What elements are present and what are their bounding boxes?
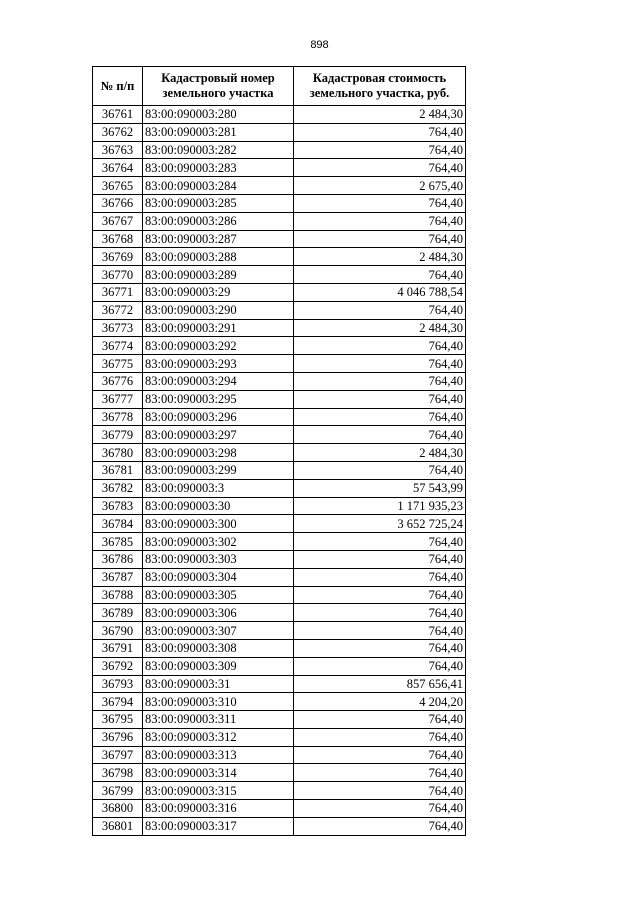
table-row (93, 266, 466, 284)
cadastral-value-cell: 2 484,30 (294, 319, 466, 337)
cadastral-value-cell: 2 484,30 (294, 248, 466, 266)
row-number-cell: 36784 (93, 515, 143, 533)
row-number-cell: 36781 (93, 461, 143, 479)
cadastral-number-cell: 83:00:090003:303 (143, 550, 294, 568)
cadastral-value-cell: 764,40 (294, 711, 466, 729)
row-number-cell: 36777 (93, 390, 143, 408)
row-number-cell: 36782 (93, 479, 143, 497)
row-number-cell: 36762 (93, 123, 143, 141)
table-row (93, 159, 466, 177)
table-row (93, 248, 466, 266)
table-row (93, 515, 466, 533)
cadastral-value-cell: 764,40 (294, 390, 466, 408)
cadastral-number-cell: 83:00:090003:280 (143, 106, 294, 124)
table-header-row (93, 67, 466, 106)
cadastral-number-cell: 83:00:090003:312 (143, 728, 294, 746)
row-number-cell: 36788 (93, 586, 143, 604)
table-row (93, 604, 466, 622)
cadastral-value-cell: 764,40 (294, 141, 466, 159)
cadastral-value-cell: 764,40 (294, 301, 466, 319)
header-cadastral-value: Кадастровая стоимость земельного участка, руб. (294, 67, 466, 106)
cadastral-number-cell: 83:00:090003:309 (143, 657, 294, 675)
cadastral-number-cell: 83:00:090003:290 (143, 301, 294, 319)
row-number-cell: 36790 (93, 622, 143, 640)
cadastral-value-cell: 764,40 (294, 657, 466, 675)
row-number-cell: 36771 (93, 283, 143, 301)
cadastral-value-cell: 764,40 (294, 212, 466, 230)
row-number-cell: 36767 (93, 212, 143, 230)
row-number-cell: 36793 (93, 675, 143, 693)
table-row (93, 817, 466, 835)
cadastral-number-cell: 83:00:090003:29 (143, 283, 294, 301)
cadastral-value-cell: 764,40 (294, 337, 466, 355)
table-row (93, 212, 466, 230)
table-row (93, 355, 466, 373)
cadastral-number-cell: 83:00:090003:300 (143, 515, 294, 533)
cadastral-value-cell: 2 675,40 (294, 177, 466, 195)
cadastral-value-cell: 3 652 725,24 (294, 515, 466, 533)
row-number-cell: 36779 (93, 426, 143, 444)
cadastral-value-cell: 764,40 (294, 568, 466, 586)
table-row (93, 711, 466, 729)
cadastral-value-cell: 764,40 (294, 604, 466, 622)
cadastral-number-cell: 83:00:090003:283 (143, 159, 294, 177)
cadastral-value-cell: 764,40 (294, 123, 466, 141)
table-row (93, 746, 466, 764)
cadastral-number-cell: 83:00:090003:315 (143, 782, 294, 800)
cadastral-value-cell: 2 484,30 (294, 444, 466, 462)
cadastral-value-cell: 764,40 (294, 355, 466, 373)
row-number-cell: 36785 (93, 533, 143, 551)
row-number-cell: 36774 (93, 337, 143, 355)
cadastral-number-cell: 83:00:090003:311 (143, 711, 294, 729)
row-number-cell: 36768 (93, 230, 143, 248)
cadastral-number-cell: 83:00:090003:286 (143, 212, 294, 230)
cadastral-number-cell: 83:00:090003:31 (143, 675, 294, 693)
table-row (93, 390, 466, 408)
table-row (93, 283, 466, 301)
row-number-cell: 36794 (93, 693, 143, 711)
cadastral-value-cell: 764,40 (294, 728, 466, 746)
cadastral-value-cell: 764,40 (294, 408, 466, 426)
row-number-cell: 36795 (93, 711, 143, 729)
row-number-cell: 36761 (93, 106, 143, 124)
cadastral-number-cell: 83:00:090003:297 (143, 426, 294, 444)
table-body (93, 106, 466, 836)
row-number-cell: 36776 (93, 372, 143, 390)
cadastral-number-cell: 83:00:090003:288 (143, 248, 294, 266)
row-number-cell: 36801 (93, 817, 143, 835)
cadastral-number-cell: 83:00:090003:285 (143, 194, 294, 212)
cadastral-value-cell: 764,40 (294, 533, 466, 551)
cadastral-number-cell: 83:00:090003:305 (143, 586, 294, 604)
cadastral-value-cell: 2 484,30 (294, 106, 466, 124)
table-row (93, 782, 466, 800)
cadastral-value-cell: 1 171 935,23 (294, 497, 466, 515)
cadastral-value-cell: 4 204,20 (294, 693, 466, 711)
cadastral-value-cell: 764,40 (294, 586, 466, 604)
cadastral-value-cell: 857 656,41 (294, 675, 466, 693)
header-row-number: № п/п (93, 67, 143, 106)
cadastral-value-cell: 764,40 (294, 639, 466, 657)
page-number: 898 (310, 39, 329, 51)
table-row (93, 337, 466, 355)
cadastral-value-cell: 764,40 (294, 194, 466, 212)
row-number-cell: 36764 (93, 159, 143, 177)
row-number-cell: 36769 (93, 248, 143, 266)
cadastral-value-cell: 764,40 (294, 817, 466, 835)
cadastral-value-cell: 764,40 (294, 426, 466, 444)
row-number-cell: 36786 (93, 550, 143, 568)
cadastral-number-cell: 83:00:090003:289 (143, 266, 294, 284)
row-number-cell: 36765 (93, 177, 143, 195)
cadastral-number-cell: 83:00:090003:317 (143, 817, 294, 835)
row-number-cell: 36798 (93, 764, 143, 782)
row-number-cell: 36799 (93, 782, 143, 800)
cadastral-number-cell: 83:00:090003:302 (143, 533, 294, 551)
table-row (93, 461, 466, 479)
table-row (93, 141, 466, 159)
row-number-cell: 36775 (93, 355, 143, 373)
table-row (93, 372, 466, 390)
cadastral-value-cell: 764,40 (294, 159, 466, 177)
table-row (93, 301, 466, 319)
table-row (93, 123, 466, 141)
table-row (93, 586, 466, 604)
table-row (93, 639, 466, 657)
table-row (93, 194, 466, 212)
cadastral-number-cell: 83:00:090003:295 (143, 390, 294, 408)
cadastral-number-cell: 83:00:090003:304 (143, 568, 294, 586)
table-row (93, 568, 466, 586)
table-row (93, 693, 466, 711)
row-number-cell: 36780 (93, 444, 143, 462)
table-row (93, 800, 466, 818)
cadastral-value-cell: 764,40 (294, 800, 466, 818)
row-number-cell: 36766 (93, 194, 143, 212)
table-row (93, 479, 466, 497)
cadastre-table (92, 66, 466, 836)
row-number-cell: 36791 (93, 639, 143, 657)
table-row (93, 177, 466, 195)
cadastral-value-cell: 764,40 (294, 550, 466, 568)
table-row (93, 426, 466, 444)
cadastral-value-cell: 764,40 (294, 764, 466, 782)
cadastral-number-cell: 83:00:090003:294 (143, 372, 294, 390)
table-row (93, 319, 466, 337)
cadastral-value-cell: 764,40 (294, 230, 466, 248)
cadastral-value-cell: 57 543,99 (294, 479, 466, 497)
cadastral-number-cell: 83:00:090003:314 (143, 764, 294, 782)
cadastral-value-cell: 4 046 788,54 (294, 283, 466, 301)
cadastral-number-cell: 83:00:090003:298 (143, 444, 294, 462)
cadastral-number-cell: 83:00:090003:299 (143, 461, 294, 479)
table-row (93, 106, 466, 124)
row-number-cell: 36770 (93, 266, 143, 284)
row-number-cell: 36789 (93, 604, 143, 622)
table-row (93, 622, 466, 640)
cadastral-number-cell: 83:00:090003:282 (143, 141, 294, 159)
cadastral-number-cell: 83:00:090003:284 (143, 177, 294, 195)
table-row (93, 675, 466, 693)
cadastral-number-cell: 83:00:090003:281 (143, 123, 294, 141)
cadastral-number-cell: 83:00:090003:296 (143, 408, 294, 426)
row-number-cell: 36792 (93, 657, 143, 675)
row-number-cell: 36763 (93, 141, 143, 159)
header-cadastral-number: Кадастровый номер земельного участка (143, 67, 294, 106)
cadastral-number-cell: 83:00:090003:310 (143, 693, 294, 711)
cadastral-number-cell: 83:00:090003:3 (143, 479, 294, 497)
cadastral-number-cell: 83:00:090003:292 (143, 337, 294, 355)
row-number-cell: 36773 (93, 319, 143, 337)
table-row (93, 728, 466, 746)
cadastral-number-cell: 83:00:090003:313 (143, 746, 294, 764)
cadastral-number-cell: 83:00:090003:291 (143, 319, 294, 337)
row-number-cell: 36772 (93, 301, 143, 319)
cadastral-number-cell: 83:00:090003:306 (143, 604, 294, 622)
cadastral-number-cell: 83:00:090003:30 (143, 497, 294, 515)
cadastral-value-cell: 764,40 (294, 461, 466, 479)
table-row (93, 497, 466, 515)
row-number-cell: 36797 (93, 746, 143, 764)
row-number-cell: 36796 (93, 728, 143, 746)
cadastral-value-cell: 764,40 (294, 746, 466, 764)
table-row (93, 764, 466, 782)
row-number-cell: 36783 (93, 497, 143, 515)
cadastral-number-cell: 83:00:090003:287 (143, 230, 294, 248)
cadastral-value-cell: 764,40 (294, 266, 466, 284)
table-row (93, 230, 466, 248)
table-row (93, 408, 466, 426)
table-row (93, 657, 466, 675)
cadastral-number-cell: 83:00:090003:316 (143, 800, 294, 818)
row-number-cell: 36787 (93, 568, 143, 586)
cadastral-value-cell: 764,40 (294, 782, 466, 800)
cadastral-number-cell: 83:00:090003:308 (143, 639, 294, 657)
table-row (93, 533, 466, 551)
table-row (93, 550, 466, 568)
cadastral-value-cell: 764,40 (294, 622, 466, 640)
cadastral-number-cell: 83:00:090003:293 (143, 355, 294, 373)
table-row (93, 444, 466, 462)
row-number-cell: 36778 (93, 408, 143, 426)
cadastral-value-cell: 764,40 (294, 372, 466, 390)
row-number-cell: 36800 (93, 800, 143, 818)
cadastral-number-cell: 83:00:090003:307 (143, 622, 294, 640)
